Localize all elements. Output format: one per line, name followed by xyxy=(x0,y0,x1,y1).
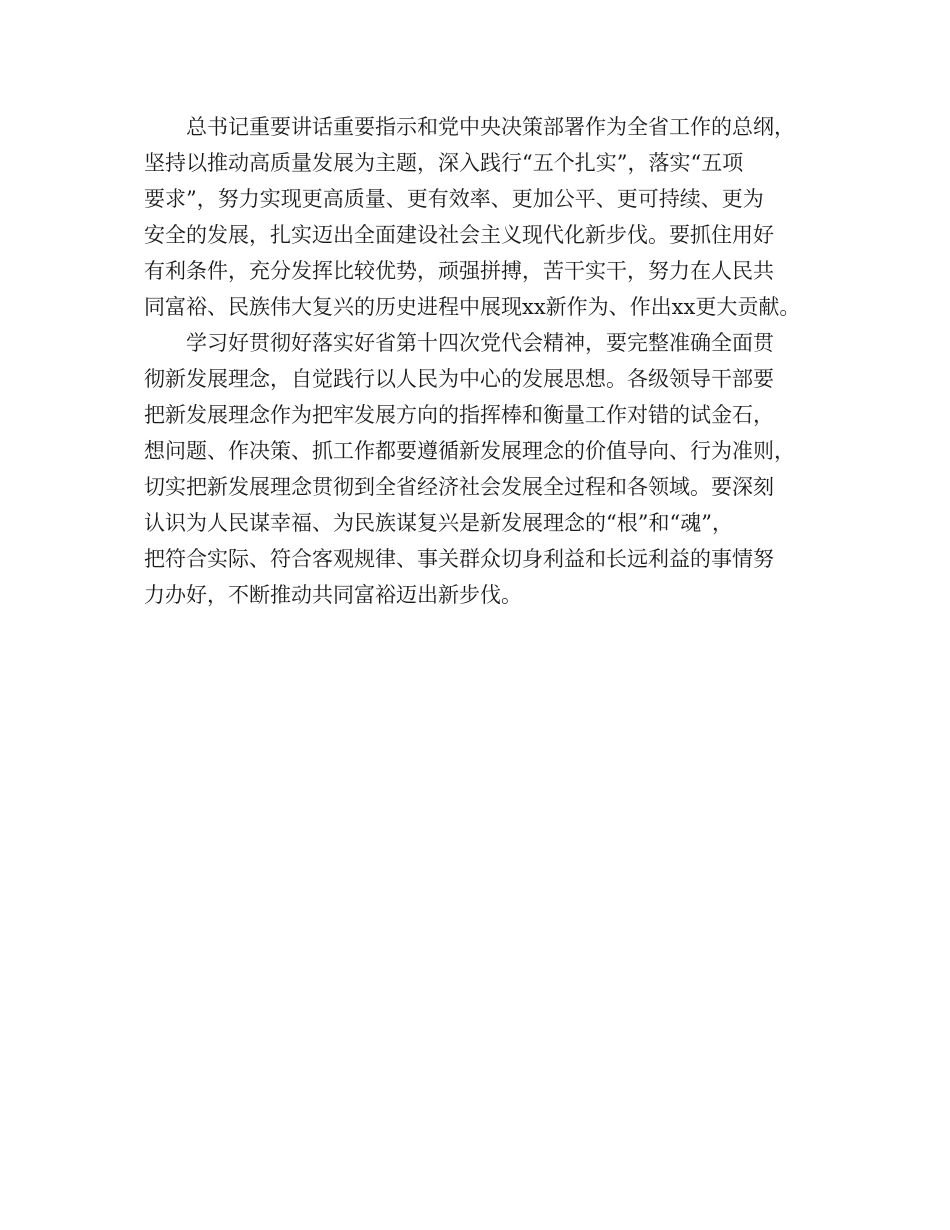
paragraph-line: 同富裕、民族伟大复兴的历史进程中展现xx新作为、作出xx更大贡献。 xyxy=(144,295,801,319)
paragraph-line: 要求”，努力实现更高质量、更有效率、更加公平、更可持续、更为 xyxy=(144,187,764,211)
paragraph-1 xyxy=(144,109,844,325)
paragraph-line: 想问题、作决策、抓工作都要遵循新发展理念的价值导向、行为准则， xyxy=(144,439,795,463)
paragraph-line: 坚持以推动高质量发展为主题，深入践行“五个扎实”，落实“五项 xyxy=(144,151,744,175)
paragraph-line: 认识为人民谋幸福、为民族谋复兴是新发展理念的“根”和“魂”， xyxy=(144,511,733,535)
paragraph-line: 有利条件，充分发挥比较优势，顽强拼搏，苦干实干，努力在人民共 xyxy=(144,259,774,283)
paragraph-line: 把符合实际、符合客观规律、事关群众切身利益和长远利益的事情努 xyxy=(144,547,774,571)
paragraph-line: 力办好，不断推动共同富裕迈出新步伐。 xyxy=(144,583,522,607)
paragraph-line: 把新发展理念作为把牢发展方向的指挥棒和衡量工作对错的试金石， xyxy=(144,403,774,427)
paragraph-line: 总书记重要讲话重要指示和党中央决策部署作为全省工作的总纲， xyxy=(186,115,795,139)
document-body xyxy=(144,109,844,613)
paragraph-line: 彻新发展理念，自觉践行以人民为中心的发展思想。各级领导干部要 xyxy=(144,367,774,391)
paragraph-2 xyxy=(144,325,844,613)
paragraph-line: 学习好贯彻好落实好省第十四次党代会精神，要完整准确全面贯 xyxy=(186,331,774,355)
paragraph-line: 安全的发展，扎实迈出全面建设社会主义现代化新步伐。要抓住用好 xyxy=(144,223,774,247)
paragraph-line: 切实把新发展理念贯彻到全省经济社会发展全过程和各领域。要深刻 xyxy=(144,475,774,499)
